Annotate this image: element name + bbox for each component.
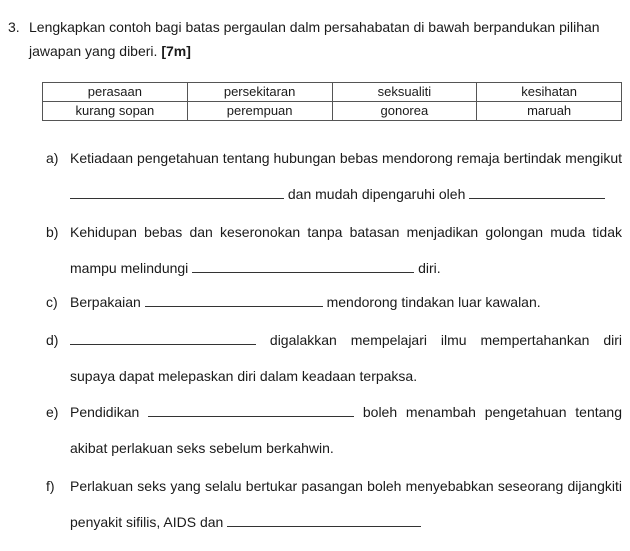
table-cell: kurang sopan — [43, 102, 188, 121]
item-body — [70, 330, 622, 386]
item-label: a) — [46, 150, 59, 166]
item-label: f) — [46, 478, 55, 494]
question-instruction — [29, 15, 623, 63]
item-e-line-2: akibat perlakuan seks sebelum berkahwin. — [70, 440, 334, 456]
question-number: 3. — [8, 19, 20, 35]
item-b-line-1: Kehidupan bebas dan keseronokan tanpa batasan menjadikan golongan muda tidak — [70, 224, 622, 240]
answer-blank[interactable] — [192, 260, 414, 273]
answer-blank[interactable] — [469, 186, 605, 199]
item-body — [70, 148, 622, 204]
item-label: d) — [46, 332, 59, 348]
answer-blank[interactable] — [227, 514, 421, 527]
item-body — [70, 222, 622, 278]
table-cell: perasaan — [43, 83, 188, 102]
answer-blank[interactable] — [145, 294, 323, 307]
answer-blank[interactable] — [70, 332, 256, 345]
table-cell: gonorea — [332, 102, 477, 121]
answer-blank[interactable] — [70, 186, 284, 199]
item-d-line-1: digalakkan mempelajari ilmu mempertahankan diri — [70, 330, 622, 350]
item-body: Berpakaian mendorong tindakan luar kawalan. — [70, 294, 541, 310]
item-body — [70, 476, 622, 532]
item-a-line-1: Ketiadaan pengetahuan tentang hubungan bebas mendorong remaja bertindak mengikut — [70, 150, 622, 166]
instruction-line-1: Lengkapkan contoh bagi batas pergaulan dalm persahabatan di bawah berpandukan pilihan — [29, 19, 600, 35]
question-marks: [7m] — [161, 43, 191, 59]
item-body — [70, 402, 622, 458]
item-a-line-2: dan mudah dipengaruhi oleh — [70, 184, 622, 204]
answer-choices-table — [42, 82, 622, 121]
table-cell: kesihatan — [477, 83, 622, 102]
item-label: b) — [46, 224, 59, 240]
table-cell: perempuan — [187, 102, 332, 121]
item-f-line-2: penyakit sifilis, AIDS dan — [70, 512, 622, 532]
instruction-line-2: jawapan yang diberi. [7m] — [29, 43, 191, 59]
item-b-line-2: mampu melindungi diri. — [70, 260, 441, 276]
table-cell: persekitaran — [187, 83, 332, 102]
answer-blank[interactable] — [148, 404, 354, 417]
item-d-line-2: supaya dapat melepaskan diri dalam keadaan terpaksa. — [70, 368, 418, 384]
item-label: c) — [46, 294, 58, 310]
item-f-line-1: Perlakuan seks yang selalu bertukar pasangan boleh menyebabkan seseorang dijangkiti — [70, 478, 622, 494]
item-e-line-1: Pendidikan boleh menambah pengetahuan tentang — [70, 404, 623, 420]
table-row — [43, 83, 622, 102]
table-cell: maruah — [477, 102, 622, 121]
table-row — [43, 102, 622, 121]
table-cell: seksualiti — [332, 83, 477, 102]
item-label: e) — [46, 404, 59, 420]
